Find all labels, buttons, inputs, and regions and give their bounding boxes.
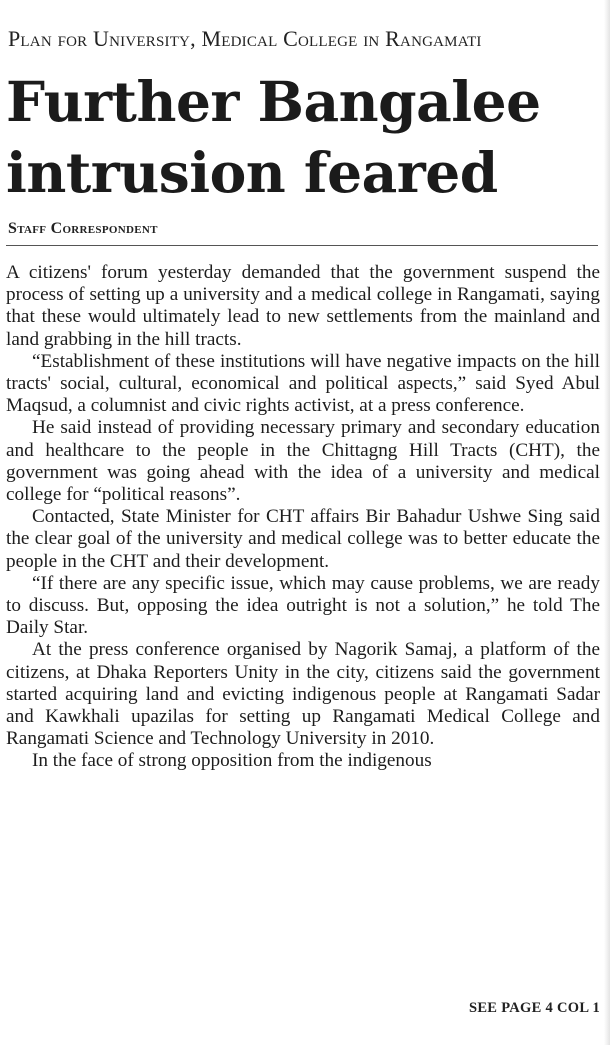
byline-rule — [6, 245, 598, 246]
article-paragraph: In the face of strong opposition from the indigenous — [32, 750, 432, 772]
article-paragraph: “Establishment of these institutions will have negative impacts on the hill tracts' social, cultural, economical and political aspects,” said Syed Abul Maqsud, a columnist and civic rights activist, at a press conference. — [6, 350, 600, 417]
article-paragraph: At the press conference organised by Nagorik Samaj, a platform of the citizens, at Dhaka Reporters Unity in the city, citizens said the government started acquiring land and evicting indigenous people at Rangamati Sadar and Kawkhali upazilas for setting up Rangamati Medical College and Rangamati Science and Technology University in 2010. — [6, 639, 600, 750]
byline: Staff Correspondent — [8, 220, 158, 237]
article-paragraph: Contacted, State Minister for CHT affairs Bir Bahadur Ushwe Sing said the clear goal of the university and medical college was to better educate the people in the CHT and their development. — [6, 506, 600, 572]
article-body — [6, 262, 600, 773]
article-paragraph: “If there are any specific issue, which may cause problems, we are ready to discuss. But, opposing the idea outright is not a solution,” he told The Daily Star. — [6, 572, 600, 639]
article-paragraph: He said instead of providing necessary primary and secondary education and healthcare to the people in the Chittagng Hill Tracts (CHT), the government was going ahead with the idea of a university and medical college for “political reasons”. — [6, 417, 600, 506]
headline: Further Bangalee intrusion feared — [6, 69, 541, 205]
article-paragraph: A citizens' forum yesterday demanded that the government suspend the process of setting up a university and a medical college in Rangamati, saying that these would ultimately lead to new settlements from the mainland and land grabbing in the hill tracts. — [6, 262, 600, 350]
page-edge — [604, 0, 610, 1045]
kicker-headline: Plan for University, Medical College in Rangamati — [8, 26, 482, 51]
continued-on-reference: SEE PAGE 4 COL 1 — [468, 1000, 600, 1016]
